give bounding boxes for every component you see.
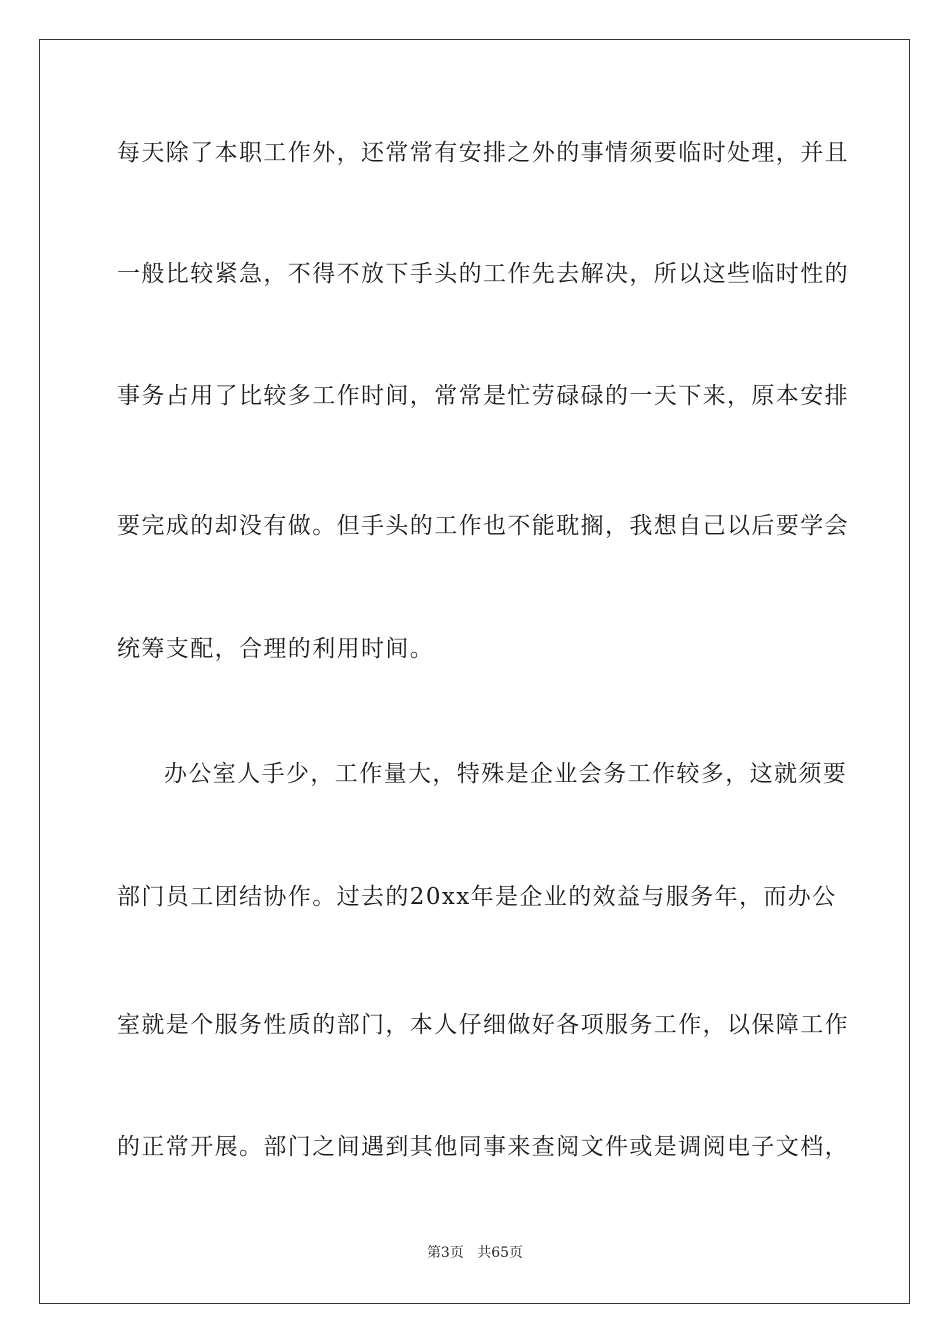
page-footer xyxy=(0,1244,950,1262)
body-text-line: 事务占用了比较多工作时间，常常是忙劳碌碌的一天下来，原本安排 xyxy=(117,383,849,409)
body-text-line: 的正常开展。部门之间遇到其他同事来查阅文件或是调阅电子文档， xyxy=(117,1134,849,1160)
body-text-line: 每天除了本职工作外，还常常有安排之外的事情须要临时处理，并且 xyxy=(117,140,849,166)
body-text-line: 室就是个服务性质的部门，本人仔细做好各项服务工作，以保障工作 xyxy=(117,1012,849,1038)
page-border xyxy=(39,39,910,1304)
page-total: 共65页 xyxy=(477,1245,524,1261)
body-text-line: 一般比较紧急，不得不放下手头的工作先去解决，所以这些临时性的 xyxy=(117,261,849,287)
body-text-line: 要完成的却没有做。但手头的工作也不能耽搁，我想自己以后要学会 xyxy=(117,513,849,539)
paragraph-first-line: 办公室人手少，工作量大，特殊是企业会务工作较多，这就须要 xyxy=(164,761,848,787)
page-number: 第3页 xyxy=(426,1245,464,1261)
body-text-line: 部门员工团结协作。过去的20xx年是企业的效益与服务年，而办公 xyxy=(117,884,837,910)
body-text-line: 统筹支配，合理的利用时间。 xyxy=(117,636,435,662)
